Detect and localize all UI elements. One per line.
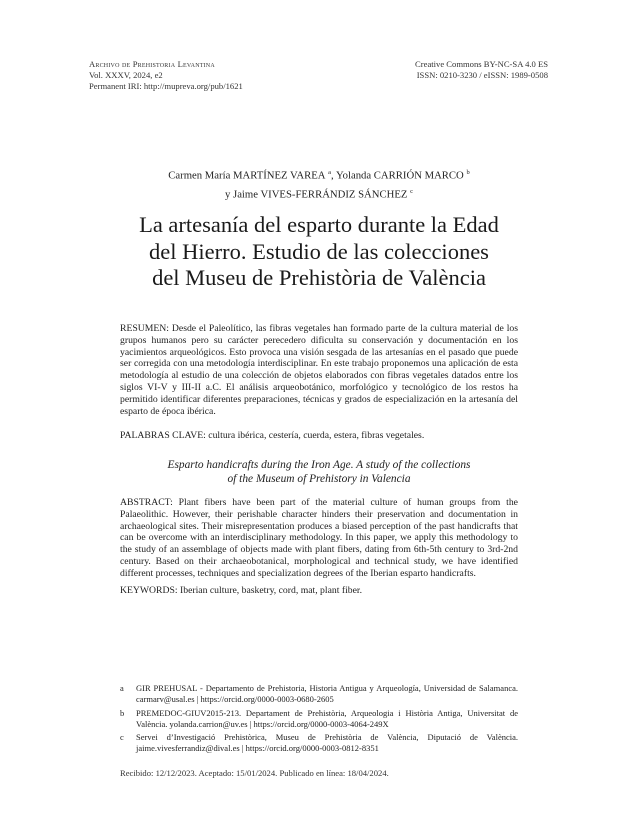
english-title-line: Esparto handicrafts during the Iron Age. A study of the collections: [167, 459, 471, 471]
author-list: [0, 165, 638, 202]
affiliation-text: Servei d’Investigació Prehistòrica, Museu de Prehistòria de València, Diputació de València. jaime.vivesferrandiz@dival.es | https://orcid.org/0000-0003-0812-8351: [136, 732, 518, 753]
author-conjunction: y: [225, 188, 234, 201]
english-title: [0, 458, 638, 486]
affiliation-marker: a: [328, 169, 332, 176]
title-line: del Hierro. Estudio de las colecciones: [149, 238, 489, 264]
license-text: Creative Commons BY-NC-SA 4.0 ES: [415, 59, 548, 69]
issn-text: ISSN: 0210-3230 / eISSN: 1989-0508: [416, 70, 548, 81]
license-header: [415, 59, 548, 81]
affiliations: [120, 683, 518, 757]
abstract-spanish: RESUMEN: Desde el Paleolítico, las fibras vegetales han formado parte de la cultura material de los grupos humanos pero su carácter perecedero dificulta su conservación y documentación en los yacimientos arqueológicos. Esto provoca una visión sesgada de las artesanías en el pasado que puede ser corregida con una metodología interdisciplinar. En este trabajo proponemos una aplicación de esta metodología al estudio de una colección de objetos elaborados con fibras vegetales datados entre los siglos VI-V y III-II a.C. El análisis arqueobotánico, morfológico y tecnológico de los restos ha permitido identificar diferentes preparaciones, técnicas y grados de especialización en la artesanía del esparto de época ibérica.: [120, 323, 518, 417]
title-line: del Museu de Prehistòria de València: [152, 265, 486, 290]
affiliation-letter: c: [120, 732, 124, 742]
author-line-1: [0, 165, 638, 184]
author-name: Carmen María MARTÍNEZ VAREA: [168, 169, 326, 182]
affiliation-item: [120, 683, 518, 705]
abstract-english: ABSTRACT: Plant fibers have been part of the material culture of human groups from the Palaeolithic. However, their perishable character hinders their preservation and documentation in archaeological sites. Their misrepresentation produces a biased perception of the past handicrafts that can be overcome with an interdisciplinary methodology. In this paper, we apply this methodology to the study of an assemblage of objects made with plant fibers, dating from 6th-5th century to 3rd-2nd century. Based on their archaeobotanical, morphological and technical study, we have identified different processes, techniques and specialization degrees of the Iberian esparto handicrafts.: [120, 497, 518, 579]
title-line: La artesanía del esparto durante la Edad: [139, 212, 499, 237]
author-line-2: [0, 184, 638, 203]
affiliation-item: [120, 732, 518, 754]
affiliation-item: [120, 708, 518, 730]
received-dates: Recibido: 12/12/2023. Aceptado: 15/01/2024. Publicado en línea: 18/04/2024.: [120, 768, 389, 778]
permanent-iri[interactable]: Permanent IRI: http://mupreva.org/pub/1621: [89, 81, 243, 92]
paper-title: [0, 212, 638, 292]
author-name: Jaime VIVES-FERRÁNDIZ SÁNCHEZ: [233, 188, 408, 201]
english-title-line: of the Museum of Prehistory in Valencia: [227, 473, 411, 485]
affiliation-letter: a: [120, 683, 124, 693]
author-separator: ,: [331, 169, 336, 182]
keywords-spanish: PALABRAS CLAVE: cultura ibérica, cestería, cuerda, estera, fibras vegetales.: [120, 430, 425, 441]
author-name: Yolanda CARRIÓN MARCO: [336, 169, 464, 182]
keywords-english: KEYWORDS: Iberian culture, basketry, cord, mat, plant fiber.: [120, 585, 363, 596]
affiliation-marker: b: [466, 169, 470, 176]
affiliation-text: PREMEDOC-GIUV2015-213. Departament de Prehistòria, Arqueologia i Història Antiga, Universitat de València. yolanda.carrion@uv.es | https://orcid.org/0000-0003-4064-249X: [136, 707, 518, 729]
affiliation-text: GIR PREHUSAL - Departamento de Prehistoria, Historia Antigua y Arqueología, Universidad de Salamanca. carmarv@usal.es | https://orcid.org/0000-0003-0680-2605: [136, 683, 518, 704]
journal-name: Archivo de Prehistoria Levantina: [89, 59, 215, 69]
journal-header: [89, 59, 243, 93]
affiliation-letter: b: [120, 707, 125, 718]
affiliation-marker: c: [410, 187, 413, 195]
journal-volume: Vol. XXXV, 2024, e2: [89, 70, 163, 81]
